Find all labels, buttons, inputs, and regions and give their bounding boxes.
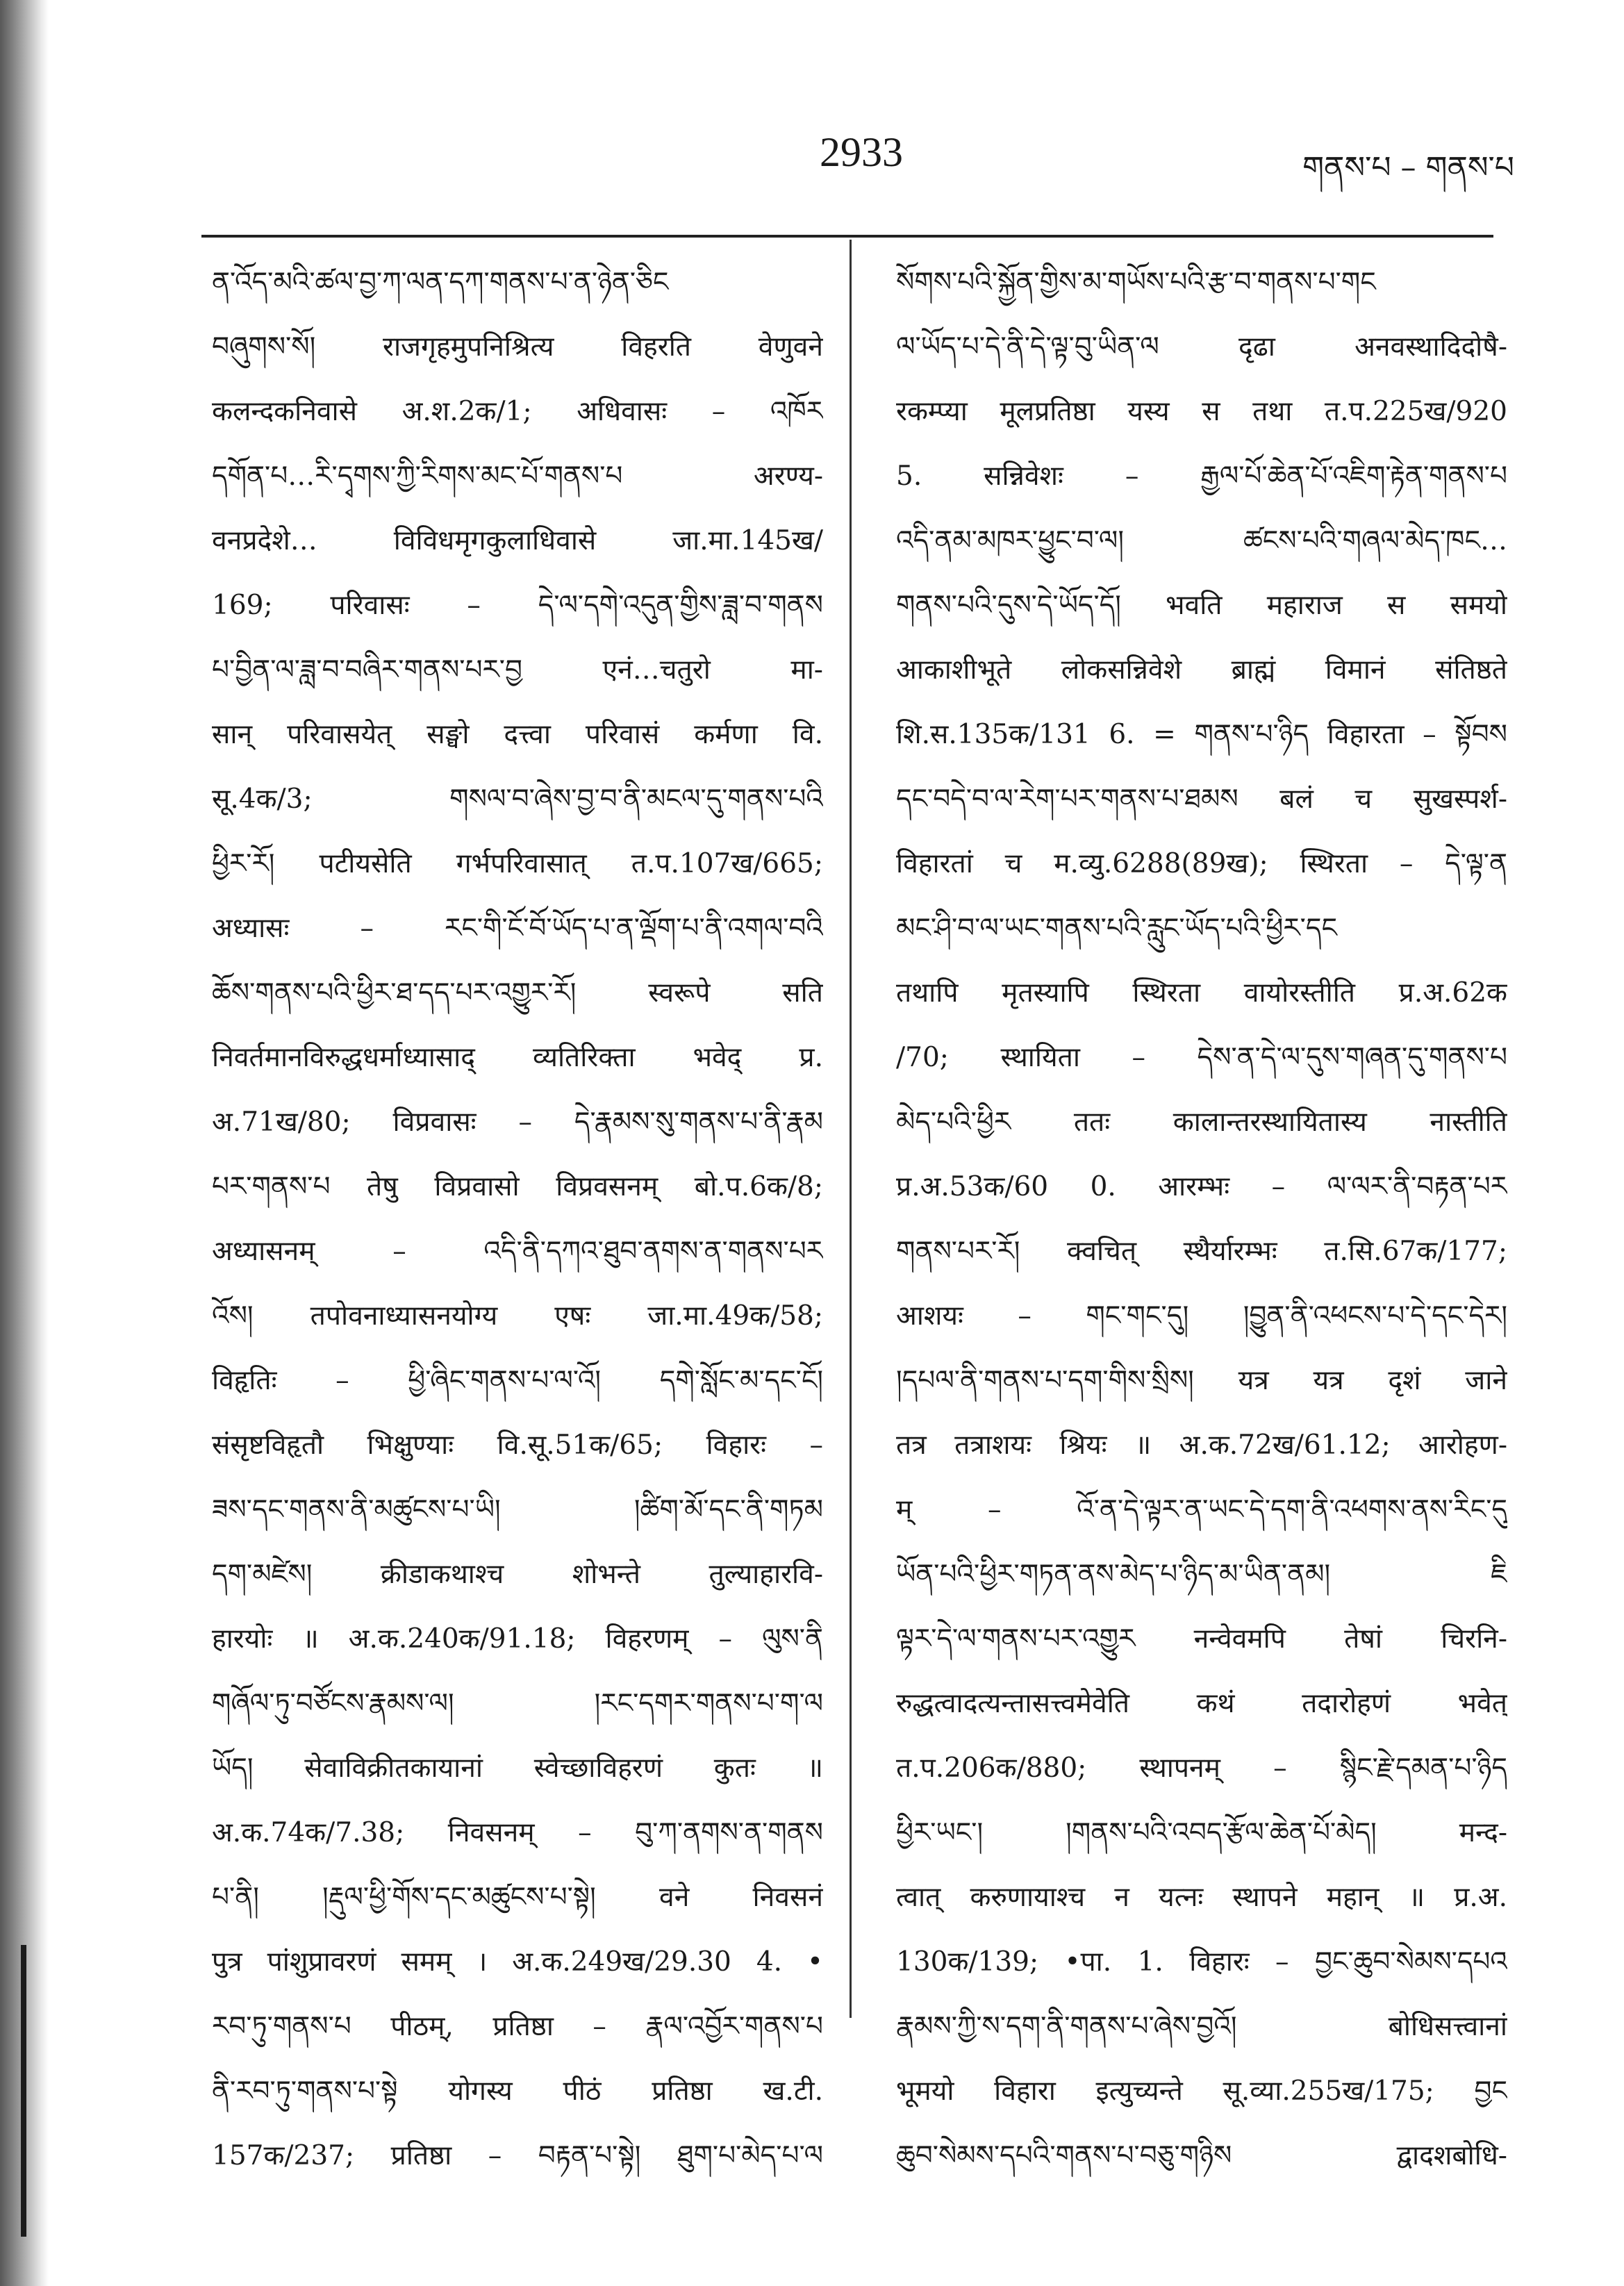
text-line: 157क/237; प्रतिष्ठा – བརྟན་པ་སྟེ། ཐུག་པ་མེད་པ་ལ <box>212 2140 823 2171</box>
text-line: विहृतिः – ཕྱི་ཞིང་གནས་པ་ལ་འོ། དགེ་སློང་མ་དང་ངོ། <box>212 1365 823 1396</box>
text-line: सू.4क/3; གསལ་བ་ཞེས་བྱ་བ་ནི་མངལ་དུ་གནས་པའི <box>212 784 823 815</box>
text-line: པ་ནི། །རྡུལ་ཕྱི་གོས་དང་མཚུངས་པ་སྟེ། वने निवसनं <box>212 1882 823 1913</box>
text-line: 5. सन्निवेशः – རྒྱལ་པོ་ཆེན་པོ་འཇིག་རྟེན་གནས་པ <box>896 461 1507 492</box>
text-line: ཡོན་པའི་ཕྱིར་གཏན་ནས་མེད་པ་ཉིད་མ་ཡིན་ནམ། ཇི <box>896 1559 1507 1590</box>
text-line: सान् परिवासयेत् सङ्घो दत्त्वा परिवासं कर्मणा वि. <box>212 719 823 750</box>
text-line: མང་ཤི་བ་ལ་ཡང་གནས་པའི་རླུང་ཡོད་པའི་ཕྱིར་དང <box>896 913 1337 944</box>
text-line: विहारतां च म.व्यु.6288(89ख); स्थिरता – དེ་ལྟ་ན <box>896 848 1507 879</box>
header-rule <box>201 235 1493 238</box>
text-line: ཕྱིར་རོ། पटीयसेति गर्भपरिवासात् त.प.107ख/665; <box>212 848 823 879</box>
text-line: /70; स्थायिता – དེས་ན་དེ་ལ་དུས་གཞན་དུ་གནས་པ <box>896 1042 1507 1073</box>
text-line: तत्र तत्राशयः श्रियः ॥ अ.क.72ख/61.12; आरोहण- <box>896 1430 1507 1461</box>
text-line: आकाशीभूते लोकसन्निवेशे ब्राह्मं विमानं संतिष्ठते <box>896 654 1507 686</box>
text-line: དག་མཛེས། क्रीडाकथाश्च शोभन्ते तुल्याहारवि- <box>212 1559 823 1590</box>
text-line: भूमयो विहारा इत्युच्यन्ते सू.व्या.255ख/175; བྱང <box>896 2076 1507 2107</box>
text-line: 130क/139; •पा. 1. विहारः – བྱང་ཆུབ་སེམས་དཔའ <box>896 1946 1507 1978</box>
text-line: त्वात् करुणायाश्च न यत्नः स्थापने महान् ॥ प्र.अ. <box>896 1882 1507 1913</box>
text-line: अध्यासः – རང་གི་ངོ་བོ་ཡོད་པ་ན་ལྡོག་པ་ནི་འགལ་བའི <box>212 913 823 944</box>
text-line: कलन्दकनिवासे अ.श.2क/1; अधिवासः – འཁོར <box>212 396 823 427</box>
page-number: 2933 <box>820 129 903 175</box>
text-line: वनप्रदेशे… विविधमृगकुलाधिवासे जा.मा.145ख/ <box>212 525 823 556</box>
text-line: ཆུབ་སེམས་དཔའི་གནས་པ་བཅུ་གཉིས द्वादशबोधि- <box>896 2140 1507 2171</box>
text-line: ཡོད། सेवाविक्रीतकायानां स्वेच्छाविहरणं कुतः ॥ <box>212 1753 823 1784</box>
text-line: དགོན་པ…རི་དྭགས་ཀྱི་རིགས་མང་པོ་གནས་པ अरण्य- <box>212 461 823 492</box>
column-divider <box>850 240 852 2018</box>
text-line: संसृष्टविहृतौ भिक्षुण्याः वि.सू.51क/65; विहारः – <box>212 1430 823 1461</box>
text-line: निवर्तमानविरुद्धधर्माध्यासाद् व्यतिरिक्ता भवेद् प्र. <box>212 1042 823 1073</box>
text-line: སོགས་པའི་སྐྱོན་གྱིས་མ་གཡོས་པའི་རྩ་བ་གནས་པ་གང <box>896 267 1376 298</box>
text-line: །དཔལ་ནི་གནས་པ་དག་གིས་སྲིས། यत्र यत्र दृशं जाने <box>896 1365 1507 1396</box>
text-line: त.प.206क/880; स्थापनम् – སྙིང་རྗེ་དམན་པ་ཉིད <box>896 1753 1507 1784</box>
text-line: तथापि मृतस्यापि स्थिरता वायोरस्तीति प्र.अ.62क <box>896 977 1507 1009</box>
text-line: हारयोः ॥ अ.क.240क/91.18; विहरणम् – ལུས་ནི <box>212 1623 823 1655</box>
text-line: འདི་ནམ་མཁར་ཕྱུང་བ་ལ། ཚངས་པའི་གཞལ་མེད་ཁང… <box>896 525 1507 556</box>
scan-binding-shadow <box>21 1945 26 2237</box>
text-line: གཞོལ་ཏུ་བཙོངས་རྣམས་ལ། །རང་དགར་གནས་པ་ག་ལ <box>212 1688 823 1719</box>
text-line: ལ་ཡོད་པ་དེ་ནི་དེ་ལྟ་བུ་ཡིན་ལ दृढा अनवस्थादिदोषै- <box>896 331 1507 363</box>
text-line: म् – འོ་ན་དེ་ལྟར་ན་ཡང་དེ་དག་ནི་འཕགས་ནས་རིང་དུ <box>896 1494 1507 1525</box>
text-line: अ.क.74क/7.38; निवसनम् – བུ་ཀ་ནགས་ན་གནས <box>212 1817 823 1848</box>
right-column <box>896 250 1507 2188</box>
text-line: अ.71ख/80; विप्रवासः – དེ་རྣམས་སུ་གནས་པ་ནི་རྣམ <box>212 1107 823 1138</box>
text-line: रुद्धत्वादत्यन्तासत्त्वमेवेति कथं तदारोहणं भवेत् <box>896 1688 1507 1719</box>
text-line: ལྟར་དེ་ལ་གནས་པར་འགྱུར नन्वेवमपि तेषां चिरनि- <box>896 1623 1507 1655</box>
text-line: अध्यासनम् – འདི་ནི་དཀའ་ཐུབ་ནགས་ན་གནས་པར <box>212 1236 823 1267</box>
text-line: གནས་པར་རོ། क्वचित् स्थैर्यारम्भः त.सि.67क/177; <box>896 1236 1507 1267</box>
text-line: པར་གནས་པ तेषु विप्रवासो विप्रवसनम् बो.प.6क/8; <box>212 1171 823 1202</box>
text-line: ན་འོད་མའི་ཚལ་བྱ་ཀ་ལན་དཀ་གནས་པ་ན་ཉེན་ཅིང <box>212 267 669 298</box>
text-line: གནས་པའི་དུས་དེ་ཡོད་དོ། भवति महाराज स समयो <box>896 590 1507 621</box>
text-line: प्र.अ.53क/60 0. आरम्भः – ལ་ལར་ནི་བརྟན་པར <box>896 1171 1507 1202</box>
text-line: རབ་ཏུ་གནས་པ पीठम्, प्रतिष्ठा – རྣལ་འབྱོར་གནས་པ <box>212 2011 823 2042</box>
text-line: མེད་པའི་ཕྱིར ततः कालान्तरस्थायितास्य नास्तीति <box>896 1107 1507 1138</box>
text-line: བཞུགས་སོ། राजगृहमुपनिश्रित्य विहरति वेणुवने <box>212 331 823 363</box>
text-line: པ་བྱིན་ལ་ཟླ་བ་བཞིར་གནས་པར་བྱ एनं…चतुरो मा- <box>212 654 823 686</box>
text-line: དང་བདེ་བ་ལ་རེག་པར་གནས་པ་ཐམས बलं च सुखस्पर्श- <box>896 784 1507 815</box>
text-line: आशयः – གང་གང་དུ། །བྱུན་ནི་འཕངས་པ་དེ་དང་དེར། <box>896 1300 1507 1332</box>
text-line: 169; परिवासः – དེ་ལ་དགེ་འདུན་གྱིས་ཟླ་བ་གནས <box>212 590 823 621</box>
text-line: रकम्प्या मूलप्रतिष्ठा यस्य स तथा त.प.225ख/920 <box>896 396 1507 427</box>
text-line: ཟས་དང་གནས་ནི་མཚུངས་པ་ཡི། །ཚིག་མོ་དང་ནི་གཏམ <box>212 1494 823 1525</box>
text-line: ཆོས་གནས་པའི་ཕྱིར་ཐ་དད་པར་འགྱུར་རོ། स्वरूपे सति <box>212 977 823 1009</box>
left-column <box>212 250 823 2188</box>
running-head: གནས་པ – གནས་པ <box>1302 150 1514 185</box>
text-line: ཕྱིར་ཡང་། །གནས་པའི་འབད་རྩོལ་ཆེན་པོ་མེད། मन्द- <box>896 1817 1507 1848</box>
text-line: འོས། तपोवनाध्यासनयोग्य एषः जा.मा.49क/58; <box>212 1300 823 1332</box>
text-line: पुत्र पांशुप्रावरणं समम् । अ.क.249ख/29.30 4. • <box>212 1946 823 1978</box>
text-line: शि.स.135क/131 6. = གནས་པ་ཉིད विहारता – སྟོབས <box>896 719 1507 750</box>
text-line: ནི་རབ་ཏུ་གནས་པ་སྟེ योगस्य पीठं प्रतिष्ठा ख.टी. <box>212 2076 823 2107</box>
scan-binding-edge <box>0 0 49 2286</box>
text-line: རྣམས་ཀྱི་ས་དག་ནི་གནས་པ་ཞེས་བྱའོ། बोधिसत्त्वानां <box>896 2011 1507 2042</box>
